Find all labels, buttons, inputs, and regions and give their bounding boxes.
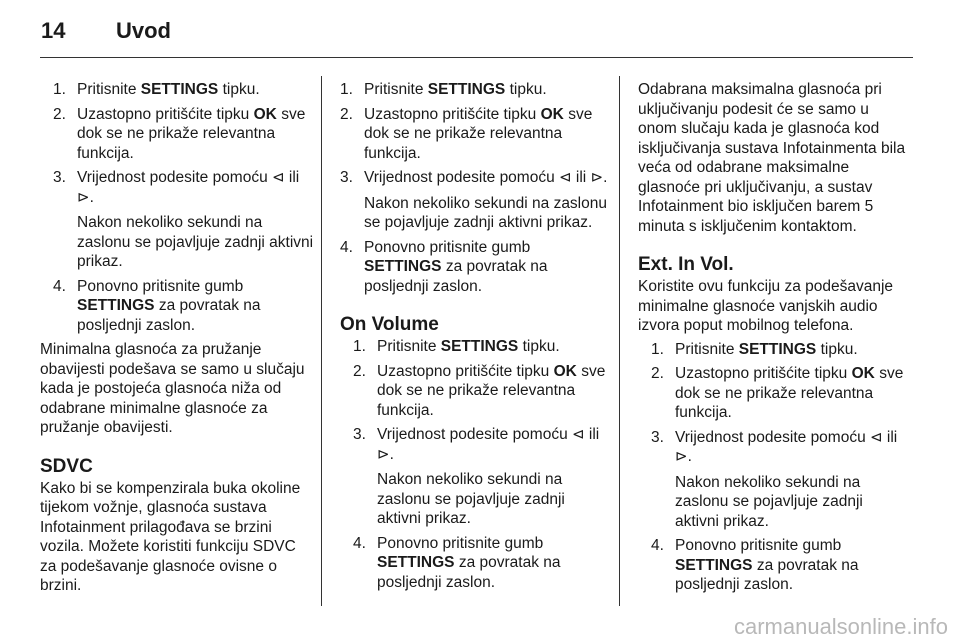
settings-key: SETTINGS [440, 338, 519, 355]
paragraph: Koristite ovu funkciju za podešavanje minimalne glasnoće vanjskih audio izvora poput mobilnog telefona. [638, 278, 894, 334]
column-divider-1 [321, 76, 322, 606]
page-header [0, 0, 960, 62]
right-arrow-icon: ⊳ [675, 447, 688, 465]
page-number: 14 [41, 18, 66, 43]
ok-key: OK [851, 365, 875, 382]
step-note: Nakon nekoliko sekundi na zaslonu se pojavljuje zadnji aktivni prikaz. [364, 194, 607, 231]
on-volume-steps [340, 337, 610, 592]
list-item: 1. Pritisnite SETTINGS tipku. [651, 340, 858, 358]
left-arrow-icon: ⊲ [559, 168, 572, 186]
column-divider-2 [619, 76, 620, 606]
section-heading-sdvc: SDVC [40, 455, 93, 477]
list-item: 3. Vrijednost podesite pomoću ⊲ ili ⊳. Nakon nekoliko sekundi na zaslonu se pojavljuje zadnji aktivni prikaz. [353, 425, 610, 529]
left-arrow-icon: ⊲ [572, 425, 585, 443]
list-item: 4. Ponovno pritisnite gumb SETTINGS za povratak na posljednji zaslon. [53, 277, 261, 334]
list-item: 3. Vrijednost podesite pomoću ⊲ ili ⊳. Nakon nekoliko sekundi na zaslonu se pojavljuje zadnji aktivni prikaz. [651, 428, 906, 532]
list-item: 1. Pritisnite SETTINGS tipku. [53, 81, 260, 98]
settings-key: SETTINGS [364, 258, 442, 275]
header-divider [40, 57, 913, 58]
list-item: 2. Uzastopno pritišćite tipku OK sve dok se ne prikaže relevantna funkcija. [651, 365, 904, 421]
settings-steps [40, 80, 315, 335]
settings-key: SETTINGS [140, 81, 219, 98]
list-item: 2. Uzastopno pritišćite tipku OK sve dok se ne prikaže relevantna funkcija. [53, 105, 306, 162]
section-heading-ext-in-vol: Ext. In Vol. [638, 254, 734, 275]
step-note: Nakon nekoliko sekundi na zaslonu se pojavljuje zadnji aktivni prikaz. [377, 471, 565, 527]
list-item: 4. Ponovno pritisnite gumb SETTINGS za povratak na posljednji zaslon. [651, 537, 859, 593]
right-arrow-icon: ⊳ [77, 187, 90, 206]
list-item: 4. Ponovno pritisnite gumb SETTINGS za povratak na posljednji zaslon. [340, 238, 548, 295]
step-note: Nakon nekoliko sekundi na zaslonu se pojavljuje zadnji aktivni prikaz. [77, 214, 314, 270]
paragraph: Minimalna glasnoća za pružanje obavijesti podešava se samo u slučaju kada je postojeća glasnoća niža od odabrane minimalne glasnoće za pružanje obavijesti. [40, 341, 305, 436]
ext-in-vol-steps [638, 340, 906, 595]
watermark: carmanualsonline.info [733, 614, 948, 639]
settings-key: SETTINGS [377, 554, 455, 571]
column-1 [40, 80, 315, 600]
right-arrow-icon: ⊳ [590, 168, 604, 186]
section-heading-on-volume: On Volume [340, 314, 439, 335]
ok-key: OK [253, 105, 277, 123]
settings-key: SETTINGS [77, 297, 155, 314]
column-3 [638, 80, 906, 600]
left-arrow-icon: ⊲ [272, 168, 285, 186]
paragraph: Kako bi se kompenzirala buka okoline tijekom vožnje, glasnoća sustava Infotainment prilagođava se brzini vozila. Možete koristiti funkciju SDVC za podešavanje glasnoće ovisne o brzini. [40, 479, 301, 594]
paragraph: Odabrana maksimalna glasnoća pri uključivanju podesit će se samo u onom slučaju kada je glasnoća kod isključivanja sustava Infotainmenta bila veća od odabrane maksimalne glasnoće pri uključivanju, a sustav Infotainment bio isključen barem 5 minuta s isključenim kontaktom. [638, 81, 906, 235]
settings-key: SETTINGS [675, 556, 753, 574]
left-arrow-icon: ⊲ [870, 427, 883, 446]
list-item: 2. Uzastopno pritišćite tipku OK sve dok se ne prikaže relevantna funkcija. [340, 105, 593, 162]
list-item: 1. Pritisnite SETTINGS tipku. [353, 338, 560, 355]
list-item: 4. Ponovno pritisnite gumb SETTINGS za povratak na posljednji zaslon. [353, 534, 561, 591]
page-title: Uvod [116, 18, 171, 43]
settings-steps [340, 80, 610, 296]
list-item: 3. Vrijednost podesite pomoću ⊲ ili ⊳. Nakon nekoliko sekundi na zaslonu se pojavljuje zadnji aktivni prikaz. [340, 168, 610, 233]
column-2 [340, 80, 610, 597]
list-item: 1. Pritisnite SETTINGS tipku. [340, 81, 547, 98]
list-item: 3. Vrijednost podesite pomoću ⊲ ili ⊳. Nakon nekoliko sekundi na zaslonu se pojavljuje zadnji aktivni prikaz. [53, 168, 314, 270]
settings-key: SETTINGS [738, 340, 817, 358]
settings-key: SETTINGS [427, 81, 506, 98]
ok-key: OK [540, 105, 564, 123]
ok-key: OK [553, 362, 577, 380]
step-note: Nakon nekoliko sekundi na zaslonu se pojavljuje zadnji aktivni prikaz. [675, 473, 863, 530]
right-arrow-icon: ⊳ [377, 444, 390, 463]
list-item: 2. Uzastopno pritišćite tipku OK sve dok se ne prikaže relevantna funkcija. [353, 362, 606, 419]
